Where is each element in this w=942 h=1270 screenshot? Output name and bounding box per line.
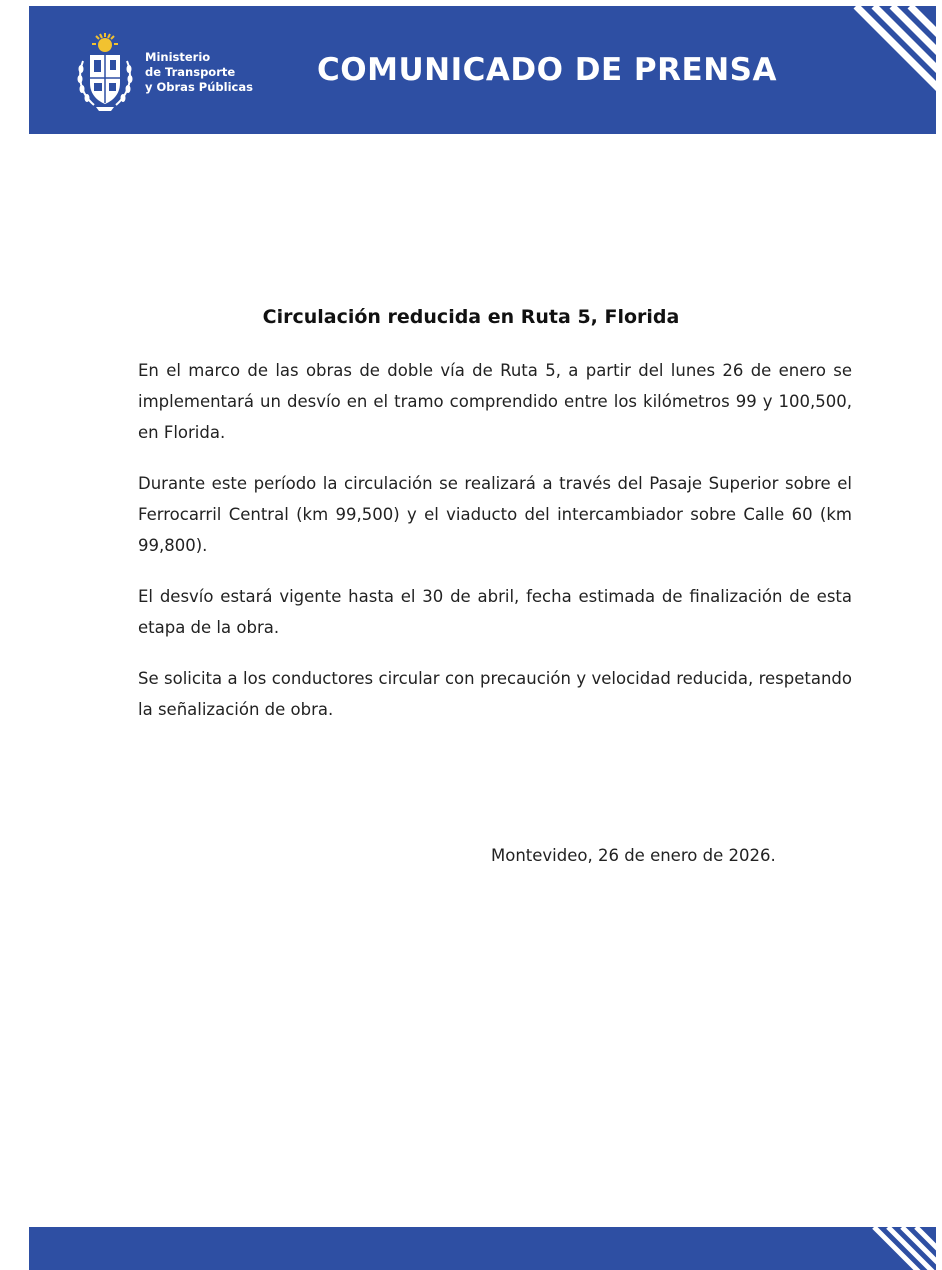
body-paragraph: En el marco de las obras de doble vía de Ruta 5, a partir del lunes 26 de enero se implementará un desvío en el tramo comprendido entre los kilómetros 99 y 100,500, en Florida. — [138, 361, 852, 442]
place-and-date: Montevideo, 26 de enero de 2026. — [491, 846, 776, 865]
body-paragraph: Durante este período la circulación se realizará a través del Pasaje Superior sobre el Ferrocarril Central (km 99,500) y el viaducto del intercambiador sobre Calle 60 (km 99,800). — [138, 474, 852, 555]
coat-of-arms-icon — [74, 31, 136, 113]
decorative-stripes — [866, 1227, 936, 1270]
ministry-line: y Obras Públicas — [145, 80, 253, 94]
document-body — [138, 355, 852, 745]
document-title: Circulación reducida en Ruta 5, Florida — [262, 306, 680, 328]
header-banner — [29, 6, 936, 134]
ministry-line: de Transporte — [145, 65, 236, 79]
decorative-stripes — [836, 6, 936, 134]
press-release-heading: COMUNICADO DE PRENSA — [317, 52, 777, 88]
body-paragraph: Se solicita a los conductores circular con precaución y velocidad reducida, respetando la señalización de obra. — [138, 669, 852, 719]
ministry-name — [145, 50, 253, 95]
ministry-line: Ministerio — [145, 50, 211, 64]
body-paragraph: El desvío estará vigente hasta el 30 de abril, fecha estimada de finalización de esta etapa de la obra. — [138, 587, 852, 637]
footer-banner — [29, 1227, 936, 1270]
